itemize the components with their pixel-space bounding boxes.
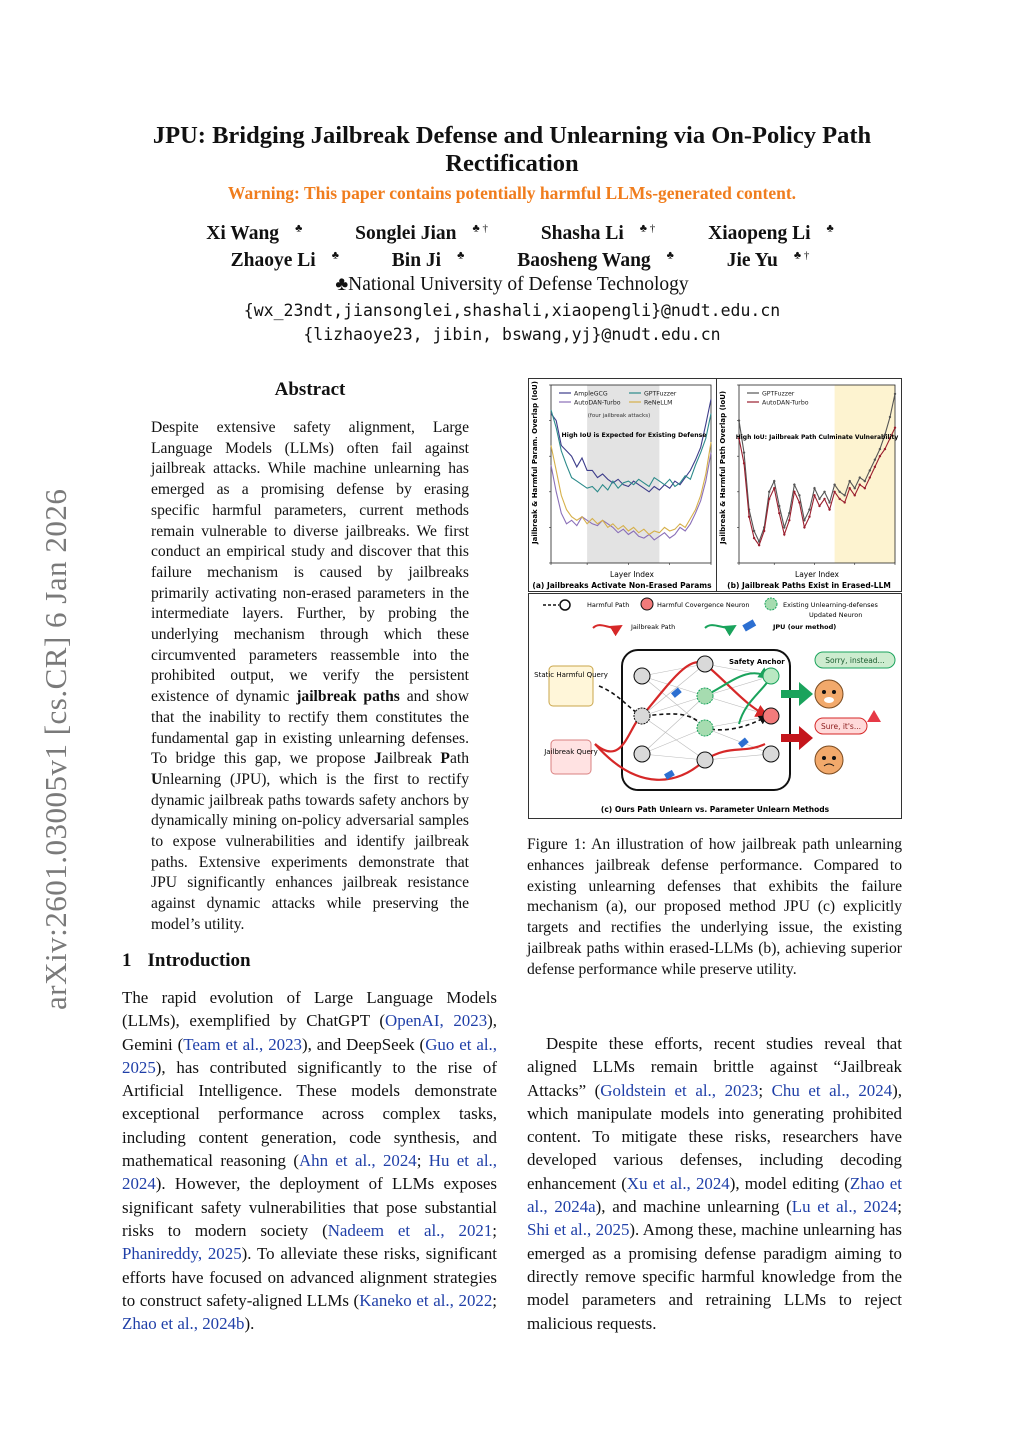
legend-label: AutoDAN-Turbo bbox=[762, 399, 809, 407]
data-point bbox=[849, 480, 851, 482]
data-point bbox=[743, 462, 745, 464]
warning-icon bbox=[867, 710, 881, 722]
data-point bbox=[808, 508, 810, 510]
email-line-2: {lizhaoye23, jibin, bswang,yj}@nudt.edu.cn bbox=[303, 325, 721, 344]
introduction-paragraph: The rapid evolution of Large Language Models (LLMs), exemplified by ChatGPT (OpenAI, 2023), Gemini (Team et al., 2023), and DeepSeek (Guo et al., 2025), has contributed significantly to the rise of Artificial Intelligence. These models demonstrate exceptional performance across complex tasks, including content generation, code synthesis, and mathematical reasoning (Ahn et al., 2024; Hu et al., 2024). However, the deployment of LLMs exposes significant safety vulnerabilities that pose substantial risks to modern society (Nadeem et al., 2021; Phanireddy, 2025). To alleviate these risks, significant efforts have focused on advanced alignment strategies to construct safety-aligned LLMs (Kaneko et al., 2022; Zhao et al., 2024b). bbox=[122, 988, 498, 1334]
citation-link[interactable]: Xu et al., 2024 bbox=[626, 1173, 730, 1193]
data-point bbox=[823, 498, 825, 500]
diagram-c-caption: (c) Ours Path Unlearn vs. Parameter Unlearn Methods bbox=[600, 805, 830, 814]
data-point bbox=[813, 494, 815, 496]
figure-caption: Figure 1: An illustration of how jailbreak path unlearning enhances jailbreak defense performance. Compared to existing unlearning defenses that exhibits the failure mechanism (a), our proposed method JPU (c) explicitly targets and rectifies the underlying issue, the existing jailbreak paths within erased-LLMs (b), achieving superior defense performance while preserve utility. bbox=[527, 836, 902, 978]
author: Xi Wang ♣ bbox=[206, 222, 303, 244]
title-line-2: Rectification bbox=[445, 150, 579, 177]
data-point bbox=[753, 537, 755, 539]
data-point bbox=[833, 483, 835, 485]
unsafe-reply-text: Sure, it's... bbox=[821, 722, 861, 731]
data-point bbox=[843, 494, 845, 496]
data-point bbox=[854, 494, 856, 496]
citation-link[interactable]: Zhao et al., 2024a bbox=[527, 1173, 903, 1217]
data-point bbox=[823, 491, 825, 493]
legend-jailbreak-path bbox=[593, 623, 675, 631]
citation-link[interactable]: Chu et al., 2024 bbox=[771, 1080, 893, 1100]
data-point bbox=[889, 416, 891, 418]
data-point bbox=[818, 498, 820, 500]
highlight-region bbox=[835, 385, 895, 563]
affiliation: ♣National University of Defense Technology bbox=[335, 274, 689, 295]
data-point bbox=[879, 455, 881, 457]
citation-link[interactable]: Zhao et al., 2024b bbox=[122, 1314, 245, 1334]
data-point bbox=[859, 483, 861, 485]
data-point bbox=[763, 530, 765, 532]
figure-panel-a bbox=[528, 378, 717, 592]
data-point bbox=[894, 393, 896, 395]
citation-link[interactable]: Ahn et al., 2024 bbox=[298, 1151, 417, 1171]
data-point bbox=[753, 530, 755, 532]
citation-link[interactable]: Goldstein et al., 2023 bbox=[600, 1080, 759, 1100]
legend-label: GPTFuzzer bbox=[644, 390, 677, 398]
data-point bbox=[828, 501, 830, 503]
data-point bbox=[849, 487, 851, 489]
data-point bbox=[864, 487, 866, 489]
data-point bbox=[894, 427, 896, 429]
svg-text:Harmful Covergence Neuron: Harmful Covergence Neuron bbox=[657, 601, 750, 609]
chart-b-ylabel: Jailbreak & Harmful Path Overlap (IoU) bbox=[719, 390, 727, 544]
author: Bin Ji ♣ bbox=[391, 249, 465, 271]
static-query-label: Static Harmful Query bbox=[534, 671, 608, 679]
chart-b-xlabel: Layer Index bbox=[795, 570, 839, 579]
data-point bbox=[778, 512, 780, 514]
data-point bbox=[798, 501, 800, 503]
content-warning: Warning: This paper contains potentially harmful LLMs-generated content. bbox=[227, 183, 797, 203]
legend-label: GPTFuzzer bbox=[762, 390, 795, 398]
data-point bbox=[838, 491, 840, 493]
arxiv-identifier: arXiv:2601.03005v1 [cs.CR] 6 Jan 2026 bbox=[38, 488, 73, 1010]
svg-text:Harmful Path: Harmful Path bbox=[587, 601, 630, 609]
data-point bbox=[803, 526, 805, 528]
citation-link[interactable]: Hu et al., 2024 bbox=[122, 1151, 497, 1194]
chart-a bbox=[529, 379, 716, 591]
chart-a-ylabel: Jailbreak & Harmful Param. Overlap (IoU) bbox=[531, 381, 539, 544]
highlight-region bbox=[587, 385, 659, 563]
data-point bbox=[864, 480, 866, 482]
legend-harmful-neuron bbox=[641, 598, 749, 610]
abstract-heading: Abstract bbox=[274, 379, 346, 400]
data-point bbox=[808, 516, 810, 518]
data-point bbox=[869, 469, 871, 471]
diagram-c bbox=[529, 594, 901, 818]
chart-b bbox=[717, 379, 901, 591]
legend-existing-defense bbox=[765, 598, 878, 619]
data-point bbox=[793, 483, 795, 485]
author: Baosheng Wang ♣ bbox=[517, 249, 674, 271]
data-point bbox=[818, 505, 820, 507]
legend-label: AutoDAN-Turbo bbox=[574, 399, 621, 407]
citation-link[interactable]: OpenAI, 2023 bbox=[385, 1011, 488, 1031]
legend-label: ReNeLLM bbox=[644, 399, 673, 407]
abstract-body: Despite extensive safety alignment, Large Language Models (LLMs) often fail against jailbreak attacks. While machine unlearning has emerged as a promising defense by erasing specific harmful parameters, current methods remain vulnerable to diverse jailbreaks. We first conduct an empirical study and discover that this failure mechanism is caused by jailbreaks primarily activating non-erased parameters in the intermediate layers. Further, by probing the underlying mechanism through which these circumvented parameters reassemble into the prohibited output, we verify the persistent existence of dynamic jailbreak paths and show that the inability to rectify them constitutes the fundamental gap in existing unlearning defenses. To bridge this gap, we propose Jailbreak Path Unlearning (JPU), which is the first to rectify dynamic jailbreak paths towards safety anchors by dynamically mining on-policy adversarial samples to expose vulnerabilities and identify jailbreak paths. Extensive experiments demonstrate that JPU significantly enhances jailbreak resistance against dynamic attacks while preserving the model’s utility. bbox=[151, 419, 469, 933]
figure-panel-c bbox=[528, 593, 902, 819]
email-line-1: {wx_23ndt,jiansonglei,shashali,xiaopengli}@nudt.edu.cn bbox=[243, 301, 781, 320]
data-point bbox=[854, 487, 856, 489]
citation-link[interactable]: Lu et al., 2024 bbox=[791, 1197, 898, 1217]
chart-a-xlabel: Layer Index bbox=[610, 570, 654, 579]
paper-title bbox=[120, 122, 904, 178]
chart-b-caption: (b) Jailbreak Paths Exist in Erased-LLM bbox=[727, 581, 891, 590]
data-point bbox=[758, 544, 760, 546]
data-point bbox=[788, 519, 790, 521]
right-column-paragraph: Despite these efforts, recent studies reveal that aligned LLMs remain brittle against “Jailbreak Attacks” (Goldstein et al., 2023; Chu et al., 2024), which manipulate models into generating prohibited content. To mitigate these risks, researchers have developed various defenses, including decoding enhancement (Xu et al., 2024), model editing (Zhao et al., 2024a), and machine unlearning (Lu et al., 2024; Shi et al., 2025). Among these, machine unlearning has emerged as a promising defense paradigm aiming to directly remove specific harmful knowledge from the model parameters and retraining LLMs to reject malicious requests. bbox=[527, 1034, 903, 1333]
title-line-1: JPU: Bridging Jailbreak Defense and Unlearning via On-Policy Path bbox=[152, 122, 872, 149]
svg-text:Jailbreak Path: Jailbreak Path bbox=[631, 623, 676, 631]
citation-link[interactable]: Phanireddy, 2025 bbox=[122, 1244, 242, 1264]
author-row-2 bbox=[120, 249, 904, 272]
author: Zhaoye Li ♣ bbox=[230, 249, 339, 271]
data-point bbox=[748, 516, 750, 518]
data-point bbox=[874, 466, 876, 468]
jailbreak-query-label: Jailbreak Query bbox=[544, 748, 598, 756]
svg-text:Existing Unlearning-defenses: Existing Unlearning-defenses bbox=[783, 601, 878, 609]
data-point bbox=[833, 491, 835, 493]
data-point bbox=[773, 487, 775, 489]
legend-label: AmpleGCG bbox=[574, 390, 608, 398]
data-point bbox=[879, 448, 881, 450]
citation-link[interactable]: Guo et al., 2025 bbox=[122, 1034, 498, 1077]
data-point bbox=[884, 448, 886, 450]
legend-note: (four jailbreak attacks) bbox=[587, 413, 651, 419]
data-point bbox=[843, 501, 845, 503]
jailbreak-query-box bbox=[551, 740, 591, 774]
citation-link[interactable]: Kaneko et al., 2022 bbox=[359, 1290, 493, 1310]
author: Shasha Li ♣ † bbox=[540, 222, 656, 244]
data-point bbox=[783, 533, 785, 535]
chart-a-caption: (a) Jailbreaks Activate Non-Erased Params bbox=[532, 581, 712, 590]
data-point bbox=[773, 480, 775, 482]
legend-harmful-path bbox=[543, 600, 629, 610]
chart-b-annotation: High IoU: Jailbreak Path Culminate Vulnerability bbox=[735, 434, 899, 441]
data-point bbox=[828, 508, 830, 510]
data-point bbox=[768, 498, 770, 500]
unsafe-llama-icon bbox=[815, 746, 843, 774]
author-row-1 bbox=[120, 222, 904, 245]
data-point bbox=[813, 487, 815, 489]
data-point bbox=[859, 476, 861, 478]
safe-llama-icon bbox=[815, 680, 843, 708]
data-point bbox=[874, 459, 876, 461]
safety-anchor-label: Safety Anchor bbox=[729, 658, 785, 666]
svg-text:Updated Neuron: Updated Neuron bbox=[809, 611, 863, 619]
data-point bbox=[838, 498, 840, 500]
author: Jie Yu ♣ † bbox=[726, 249, 810, 271]
citation-link[interactable]: Team et al., 2023 bbox=[183, 1034, 302, 1054]
chart-a-annotation: High IoU is Expected for Existing Defense bbox=[561, 432, 707, 439]
citation-link[interactable]: Shi et al., 2025 bbox=[527, 1220, 630, 1240]
data-point bbox=[783, 526, 785, 528]
author: Xiaopeng Li ♣ bbox=[708, 222, 834, 244]
data-point bbox=[798, 494, 800, 496]
citation-link[interactable]: Nadeem et al., 2021 bbox=[327, 1220, 493, 1240]
data-point bbox=[793, 491, 795, 493]
section-heading-introduction: 1 Introduction bbox=[122, 950, 251, 971]
figure-panel-b bbox=[716, 378, 902, 592]
svg-text:JPU (our method): JPU (our method) bbox=[773, 623, 837, 631]
safe-reply-text: Sorry, instead... bbox=[825, 656, 885, 665]
author: Songlei Jian ♣ † bbox=[355, 222, 488, 244]
legend-jpu bbox=[705, 619, 836, 631]
data-point bbox=[743, 451, 745, 453]
data-point bbox=[738, 419, 740, 421]
data-point bbox=[768, 491, 770, 493]
data-point bbox=[869, 476, 871, 478]
